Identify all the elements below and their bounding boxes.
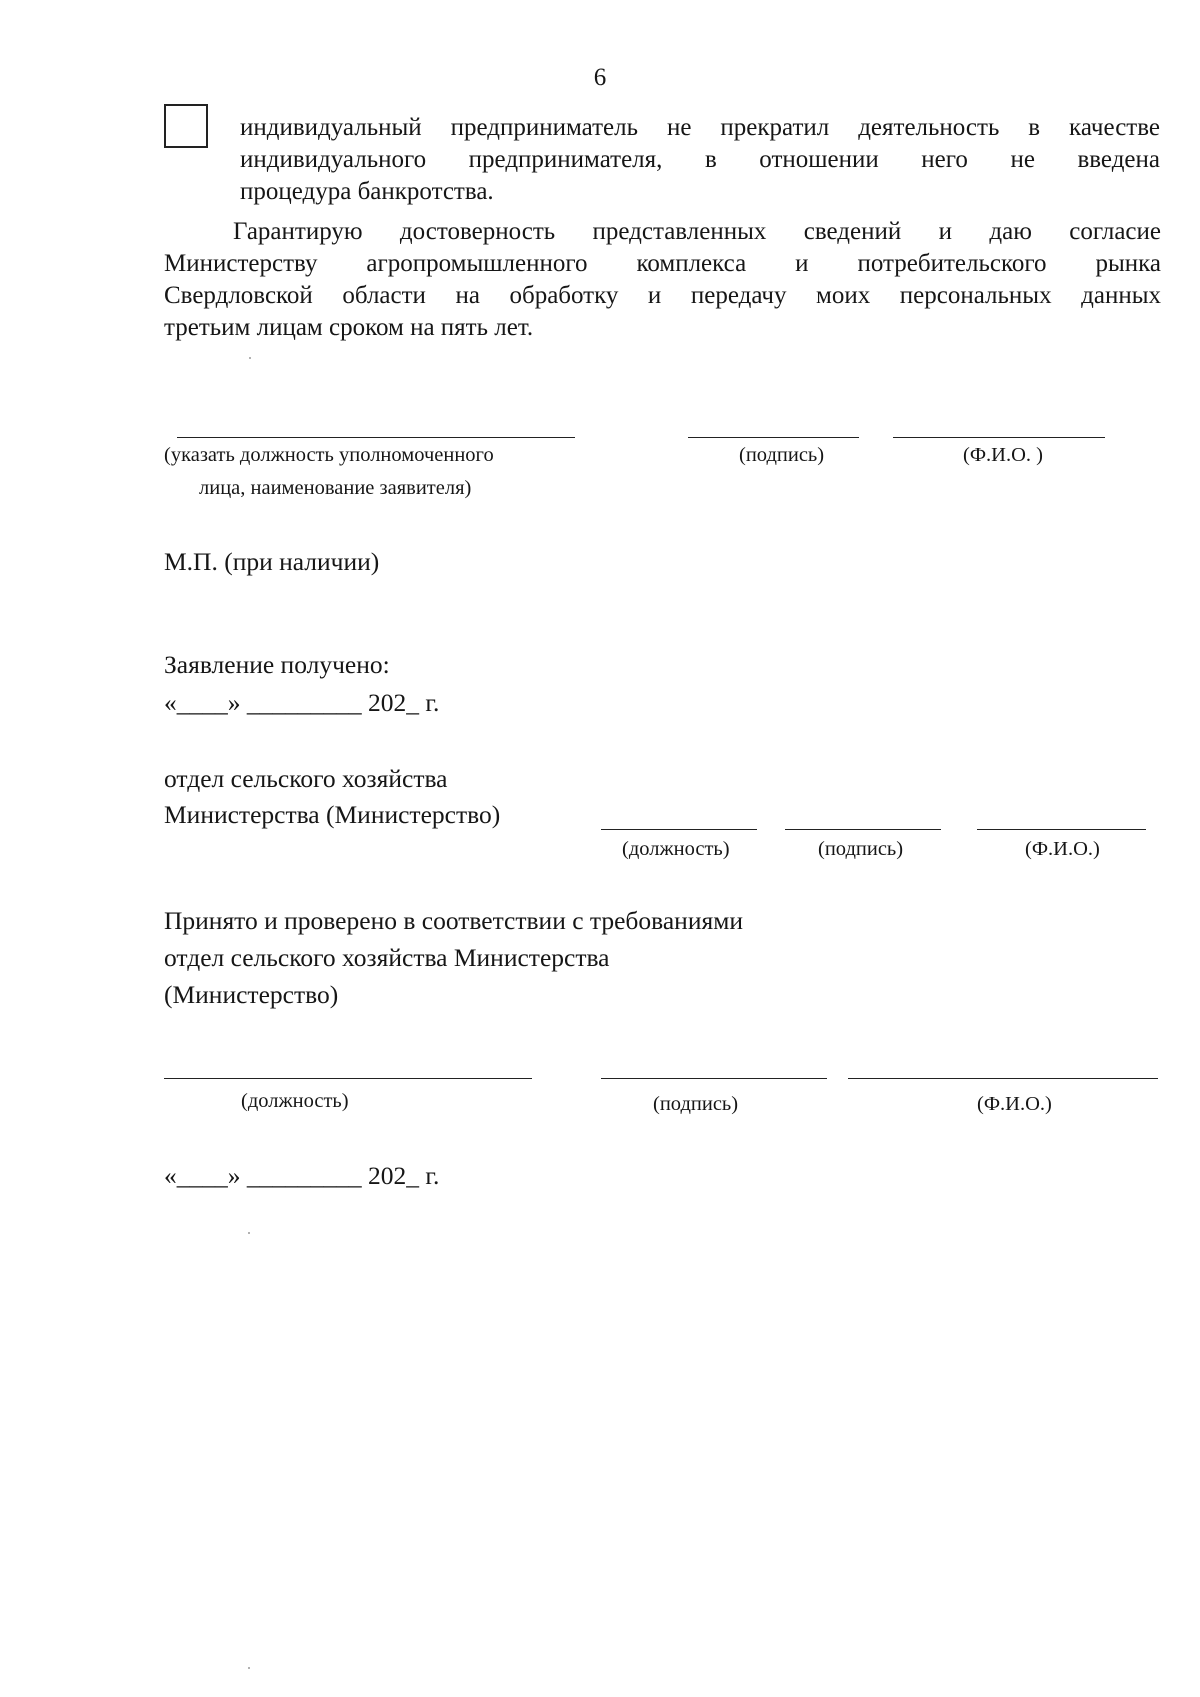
accepted-signature-label: (подпись) (653, 1093, 739, 1115)
checkbox-text-line-2: индивидуального предпринимателя, в отношении него не введена (240, 146, 1160, 173)
department-signature-label: (подпись) (818, 838, 904, 860)
department-signature-line[interactable] (785, 829, 941, 830)
condition-checkbox[interactable] (164, 104, 208, 148)
accepted-position-label: (должность) (241, 1090, 349, 1112)
department-position-label: (должность) (622, 838, 730, 860)
guarantee-line-1: Гарантирую достоверность представленных сведений и даю согласие (233, 218, 1161, 245)
guarantee-line-4: третьим лицам сроком на пять лет. (164, 314, 534, 341)
department-line-2: Министерства (Министерство) (164, 800, 501, 829)
accepted-position-line[interactable] (164, 1078, 532, 1079)
checkbox-text-line-1: индивидуальный предприниматель не прекратил деятельность в качестве (240, 114, 1160, 141)
page-number: 6 (593, 64, 607, 91)
accepted-signature-line[interactable] (601, 1078, 827, 1079)
scan-speck (249, 357, 251, 359)
applicant-position-line[interactable] (177, 437, 575, 438)
accepted-line-2: отдел сельского хозяйства Министерства (164, 943, 610, 972)
accepted-line-3: (Министерство) (164, 980, 339, 1009)
applicant-position-label-cont: лица, наименование заявителя) (199, 477, 472, 499)
applicant-signature-line[interactable] (688, 437, 859, 438)
department-position-line[interactable] (601, 829, 757, 830)
stamp-note: М.П. (при наличии) (164, 547, 380, 576)
department-line-1: отдел сельского хозяйства (164, 764, 448, 793)
scan-speck (248, 1232, 250, 1234)
applicant-signature-label: (подпись) (739, 444, 825, 466)
accepted-line-1: Принято и проверено в соответствии с требованиями (164, 906, 743, 935)
department-name-label: (Ф.И.О.) (1025, 838, 1100, 860)
accepted-name-line[interactable] (848, 1078, 1158, 1079)
checkbox-text-line-3: процедура банкротства. (240, 178, 494, 205)
guarantee-line-2: Министерству агропромышленного комплекса и потребительского рынка (164, 250, 1161, 277)
received-date-line: «____» _________ 202_ г. (164, 688, 440, 717)
accepted-date-line: «____» _________ 202_ г. (164, 1161, 440, 1190)
applicant-name-line[interactable] (893, 437, 1105, 438)
accepted-name-label: (Ф.И.О.) (977, 1093, 1052, 1115)
guarantee-line-3: Свердловской области на обработку и передачу моих персональных данных (164, 282, 1161, 309)
applicant-name-label: (Ф.И.О. ) (963, 444, 1043, 466)
department-name-line[interactable] (977, 829, 1146, 830)
applicant-position-label: (указать должность уполномоченного (164, 444, 494, 466)
scan-speck (248, 1667, 250, 1669)
received-title: Заявление получено: (164, 650, 390, 679)
